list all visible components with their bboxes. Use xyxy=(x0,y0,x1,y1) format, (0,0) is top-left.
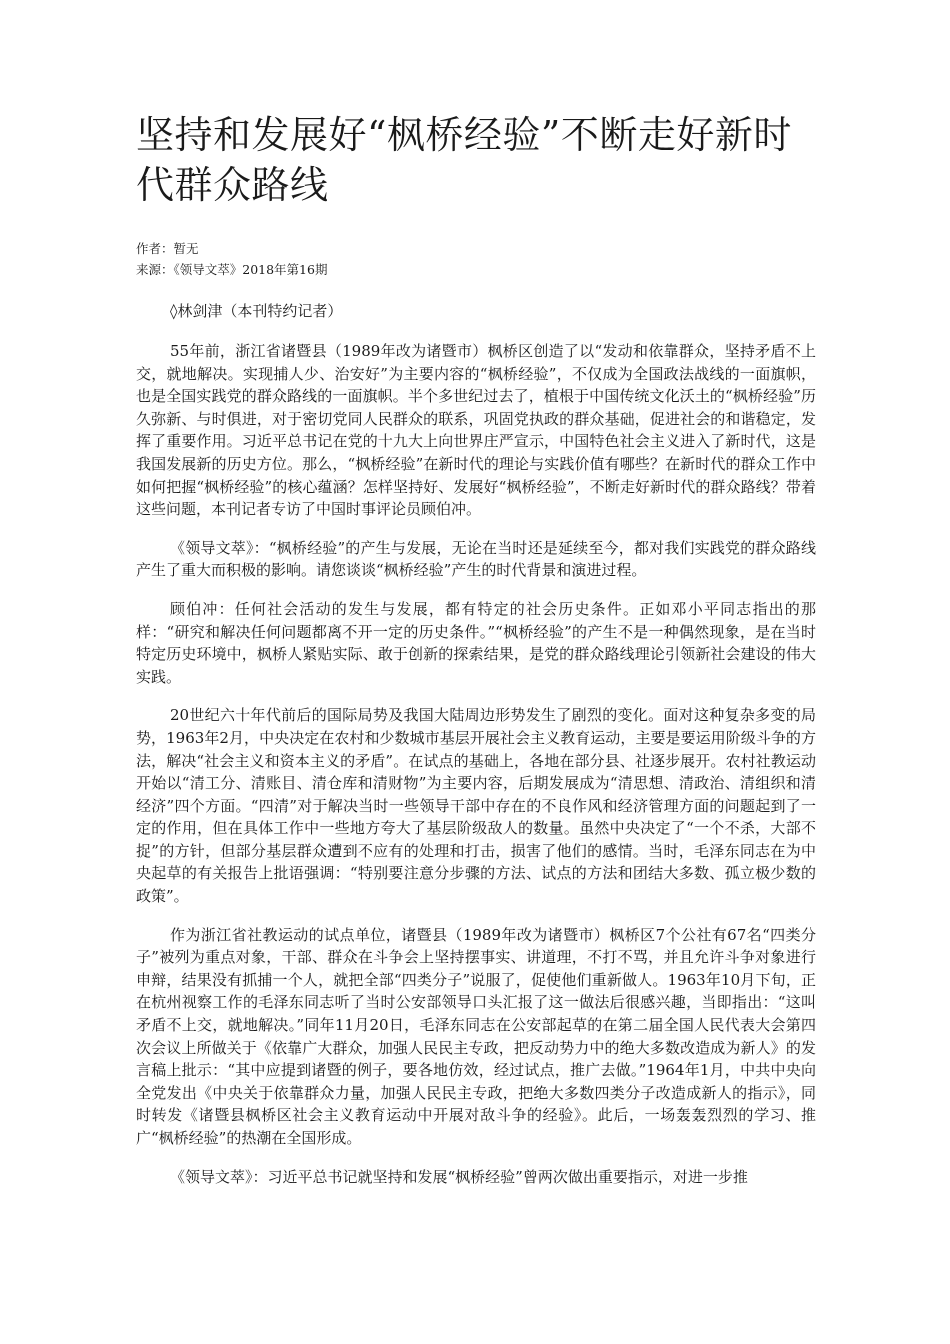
reporter-byline: ◊林剑津（本刊特约记者） xyxy=(170,302,343,320)
article-title: 坚持和发展好“枫桥经验”不断走好新时代群众路线 xyxy=(136,113,792,207)
author-line: 作者：暂无 xyxy=(136,241,199,256)
source-line: 来源：《领导文萃》2018年第16期 xyxy=(136,262,328,277)
paragraph-fengqiao-origin: 作为浙江省社教运动的试点单位，诸暨县（1989年改为诸暨市）枫桥区7个公社有67名“四类分子”被列为重点对象，干部、群众在斗争会上坚持摆事实、讲道理，不打不骂，并且允许斗争对象进行申辩，结果没有抓捕一个人，就把全部“四类分子”说服了，促使他们重新做人。1963年10月下旬，正在杭州视察工作的毛泽东同志听了当时公安部领导口头汇报了这一做法后很感兴趣，当即指出：“这叫矛盾不上交，就地解决。”同年11月20日，毛泽东同志在公安部起草的在第二届全国人民代表大会第四次会议上所做关于《依靠广大群众，加强人民民主专政，把反动势力中的绝大多数改造成为新人》的发言稿上批示：“其中应提到诸暨的例子，要各地仿效，经过试点，推广去做。”1964年1月，中共中央向全党发出《中央关于依靠群众力量，加强人民民主专政，把绝大多数四类分子改造成新人的指示》，同时转发《诸暨县枫桥区社会主义教育运动中开展对敌斗争的经验》。此后，一场轰轰烈烈的学习、推广“枫桥经验”的热潮在全国形成。 xyxy=(136,925,816,1147)
article-page xyxy=(136,110,816,1188)
paragraph-intro: 55年前，浙江省诸暨县（1989年改为诸暨市）枫桥区创造了以“发动和依靠群众，坚持矛盾不上交，就地解决。实现捕人少、治安好”为主要内容的“枫桥经验”，不仅成为全国政法战线的一面旗帜，也是全国实践党的群众路线的一面旗帜。半个多世纪过去了，植根于中国传统文化沃土的“枫桥经验”历久弥新、与时俱进，对于密切党同人民群众的联系，巩固党执政的群众基础，促进社会的和谐稳定，发挥了重要作用。习近平总书记在党的十九大上向世界庄严宣示，中国特色社会主义进入了新时代，这是我国发展新的历史方位。那么，“枫桥经验”在新时代的理论与实践价值有哪些？在新时代的群众工作中如何把握“枫桥经验”的核心蕴涵？怎样坚持好、发展好“枫桥经验”，不断走好新时代的群众路线？带着这些问题，本刊记者专访了中国时事评论员顾伯冲。 xyxy=(136,342,816,519)
paragraph-question-2: 《领导文萃》：习近平总书记就坚持和发展“枫桥经验”曾两次做出重要指示，对进一步推 xyxy=(170,1167,748,1186)
paragraph-question-1: 《领导文萃》：“枫桥经验”的产生与发展，无论在当时还是延续至今，都对我们实践党的群众路线产生了重大而积极的影响。请您谈谈“枫桥经验”产生的时代背景和演进过程。 xyxy=(136,538,816,580)
paragraph-background: 20世纪六十年代前后的国际局势及我国大陆周边形势发生了剧烈的变化。面对这种复杂多变的局势，1963年2月，中央决定在农村和少数城市基层开展社会主义教育运动，主要是要运用阶级斗争的方法，解决“社会主义和资本主义的矛盾”。在试点的基础上，各地在部分县、社逐步展开。农村社教运动开始以“清工分、清账目、清仓库和清财物”为主要内容，后期发展成为“清思想、清政治、清组织和清经济”四个方面。“四清”对于解决当时一些领导干部中存在的不良作风和经济管理方面的问题起到了一定的作用，但在具体工作中一些地方夸大了基层阶级敌人的数量。虽然中央决定了“一个不杀，大部不捉”的方针，但部分基层群众遭到不应有的处理和打击，损害了他们的感情。当时，毛泽东同志在为中央起草的有关报告上批语强调：“特别要注意分步骤的方法、试点的方法和团结大多数、孤立极少数的政策”。 xyxy=(136,706,816,906)
article-meta xyxy=(136,238,816,280)
paragraph-answer-1: 顾伯冲：任何社会活动的发生与发展，都有特定的社会历史条件。正如邓小平同志指出的那样：“研究和解决任何问题都离不开一定的历史条件。”“枫桥经验”的产生不是一种偶然现象，是在当时特定历史环境中，枫桥人紧贴实际、敢于创新的探索结果，是党的群众路线理论引领新社会建设的伟大实践。 xyxy=(136,599,816,686)
